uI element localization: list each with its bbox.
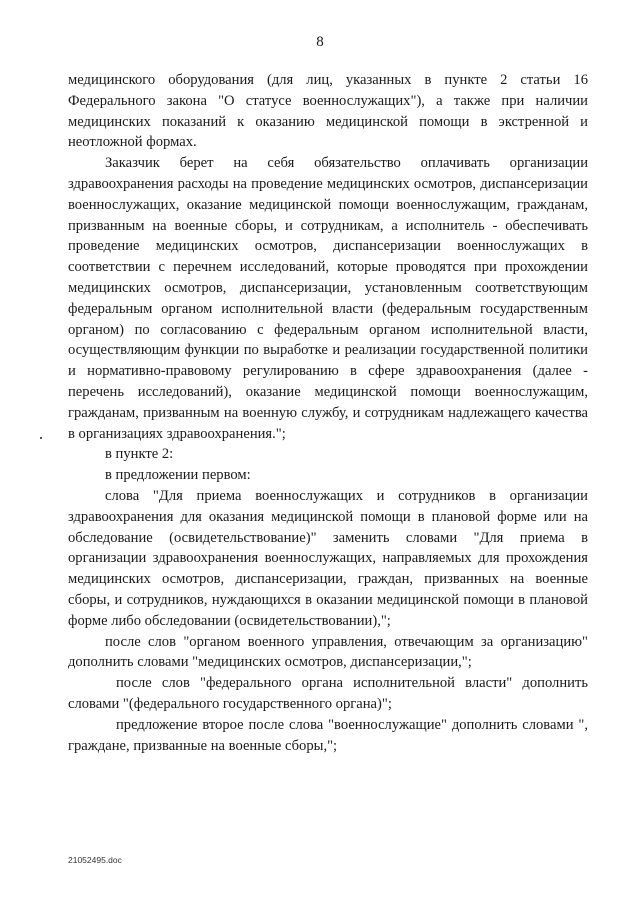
paragraph-1: медицинского оборудования (для лиц, указанных в пункте 2 статьи 16 Федерального закона "О статусе военнослужащих"), а также при наличии медицинских показаний к оказанию медицинской помощи в экстренной и неотложной формах. — [68, 72, 588, 151]
paragraph-7: после слов "федерального органа исполнительной власти" дополнить словами "(федерального государственного органа)"; — [68, 675, 588, 712]
margin-mark — [40, 437, 42, 439]
document-body — [68, 70, 588, 756]
page-number: 8 — [316, 34, 324, 50]
paragraph-6: после слов "органом военного управления, отвечающим за организацию" дополнить словами "медицинских осмотров, диспансеризации,"; — [68, 633, 588, 671]
file-name-footer: 21052495.doc — [68, 855, 122, 865]
paragraph-8: предложение второе после слова "военнослужащие" дополнить словами ", граждане, призванные на военные сборы,"; — [68, 716, 588, 754]
paragraph-3: в пункте 2: — [105, 446, 174, 463]
paragraph-4: в предложении первом: — [105, 467, 251, 484]
paragraph-2: Заказчик берет на себя обязательство оплачивать организации здравоохранения расходы на проведение медицинских осмотров, диспансеризации военнослужащих, оказание медицинской помощи военнослужащим, гражданам, призванным на военные сборы, и сотрудникам, а исполнитель - обеспечивать проведение медицинских осмотров, диспансеризации военнослужащих в соответствии с перечнем исследований, которые проводятся при прохождении медицинских осмотров, диспансеризации, установленным соответствующим федеральным органом исполнительной власти (федеральным государственным органом) по согласованию с федеральным органом исполнительной власти, осуществляющим функции по выработке и реализации государственной политики и нормативно-правовому регулированию в сфере здравоохранения (далее - перечень исследований), оказание медицинской помощи военнослужащим, гражданам, призванным на военную службу, и сотрудникам надлежащего качества в организациях здравоохранения."; — [68, 155, 588, 442]
paragraph-5: слова "Для приема военнослужащих и сотрудников в организации здравоохранения для оказания медицинской помощи в плановой форме или на обследование (освидетельствование)" заменить словами "Для приема в организации здравоохранения военнослужащих, направляемых для прохождения медицинских осмотров, диспансеризации, граждан, призванных на военные сборы, и сотрудников, нуждающихся в оказании медицинской помощи в плановой форме либо обследовании (освидетельствовании),"; — [68, 487, 588, 629]
